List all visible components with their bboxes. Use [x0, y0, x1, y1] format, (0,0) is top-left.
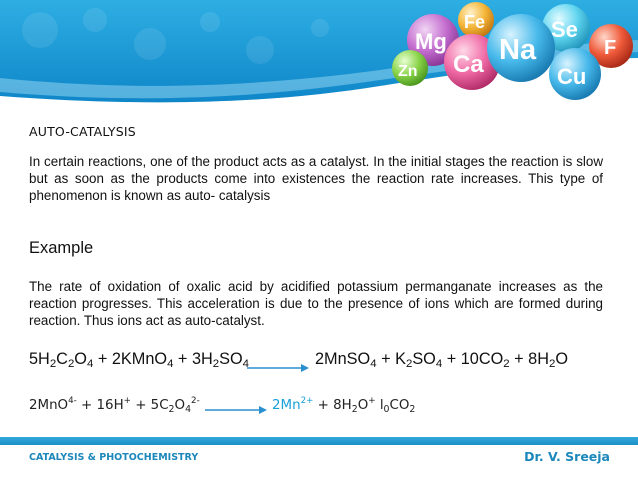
sphere-zn [392, 50, 428, 86]
sphere-na-label: Na [499, 34, 537, 66]
sphere-fe-label: Fe [464, 12, 486, 32]
reaction-arrow-icon [247, 363, 309, 373]
sphere-ca-label: Ca [453, 51, 484, 78]
sphere-cu-label: Cu [557, 64, 587, 89]
sphere-f-label: F [604, 37, 617, 59]
sphere-na [487, 14, 555, 82]
definition-paragraph: In certain reactions, one of the product acts as a catalyst. In the initial stages the reaction is slow but as soon as the products come into existences the reaction rate increases. This type of phenomenon is known as auto- catalysis [29, 154, 603, 203]
example-paragraph: The rate of oxidation of oxalic acid by acidified potassium permanganate increases as the reaction progresses. This acceleration is due to the presence of ions which are formed during reaction. Thus ions act as auto-catalyst. [29, 279, 603, 328]
sphere-se-label: Se [551, 17, 578, 42]
equation-1-reactants: $5H_2C_2O_4$ + 2KMnO$_4$ + $3H_2SO_4$ [29, 350, 249, 370]
sphere-zn-label: Zn [398, 63, 418, 80]
section-heading: AUTO-CATALYSIS [29, 124, 136, 139]
footer-band [0, 437, 638, 445]
header-banner [0, 0, 638, 118]
equation-2-reactants: $2MnO^{4-} + 16H^+ + 5C_2O_4^{2-}$ [29, 396, 200, 415]
example-label: Example [29, 239, 94, 257]
footer-course-title: CATALYSIS & PHOTOCHEMISTRY [29, 452, 199, 463]
reaction-arrow-icon [205, 405, 267, 415]
equation-1 [29, 350, 619, 376]
sphere-cu [549, 48, 601, 100]
equation-1-products: 2MnSO$_4$ + $K_2SO_4 + 10CO_2 + 8H_2O$ [315, 350, 569, 370]
sphere-mg-label: Mg [415, 29, 447, 54]
footer-author: Dr. V. Sreeja [524, 449, 610, 464]
sphere-fe [458, 2, 494, 38]
equation-2-products: $2Mn^{2+} + 8H_2O^+$ $l_0CO_2$ [272, 396, 416, 415]
equation-2 [29, 398, 619, 422]
